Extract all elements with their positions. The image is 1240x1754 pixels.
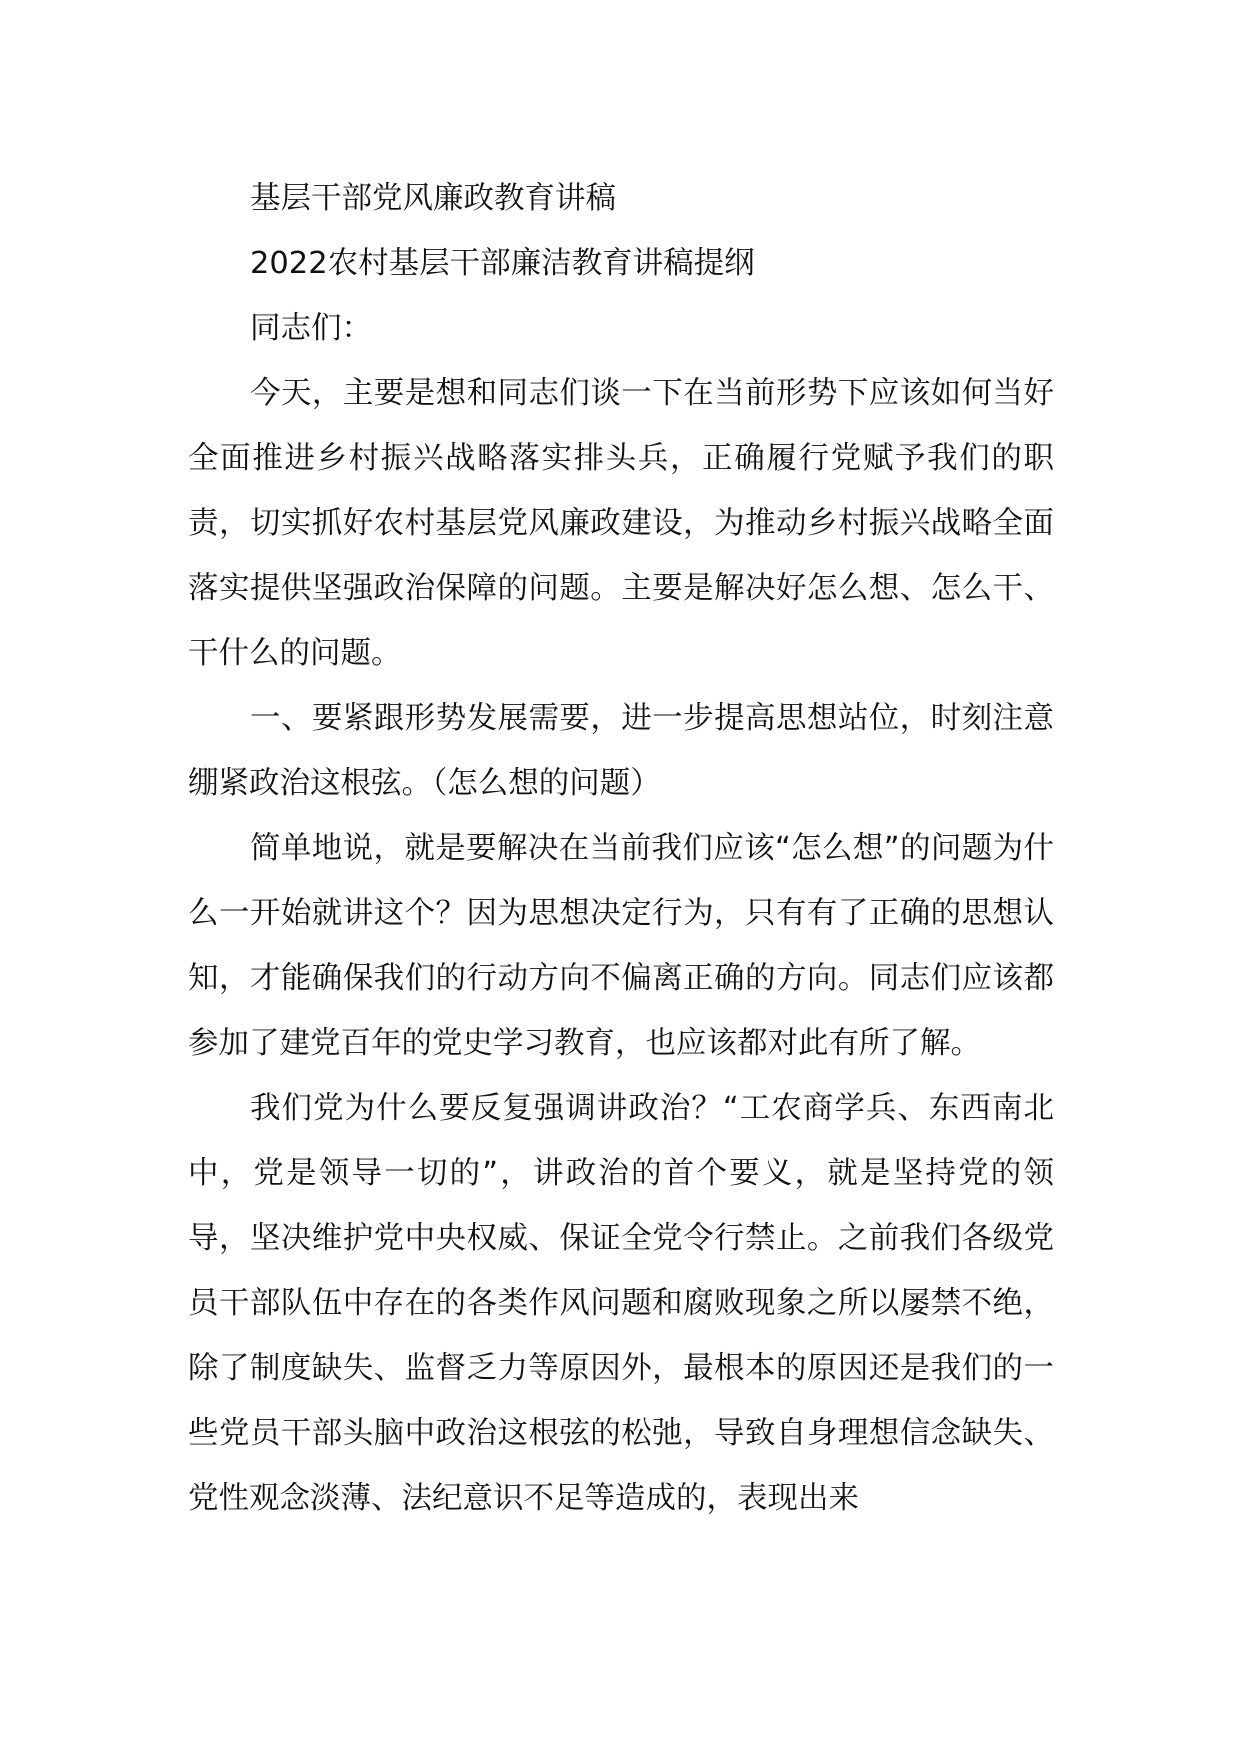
greeting: 同志们：: [250, 311, 372, 346]
paragraph-intro: 今天，主要是想和同志们谈一下在当前形势下应该如何当好全面推进乡村振兴战略落实排头兵，正确履行党赋予我们的职责，切实抓好农村基层党风廉政建设，为推动乡村振兴战略全面落实提供坚强政治保障的问题。主要是解决好怎么想、怎么干、干什么的问题。: [188, 376, 1054, 671]
paragraph-2: 简单地说，就是要解决在当前我们应该“怎么想”的问题为什么一开始就讲这个？因为思想决定行为，只有有了正确的思想认知，才能确保我们的行动方向不偏离正确的方向。同志们应该都参加了建党百年的党史学习教育，也应该都对此有所了解。: [188, 831, 1054, 1061]
document-subtitle: 2022农村基层干部廉洁教育讲稿提纲: [250, 246, 755, 281]
document-body: [188, 166, 1054, 1531]
section-heading-1: 一、要紧跟形势发展需要，进一步提高思想站位，时刻注意绷紧政治这根弦。（怎么想的问题）: [188, 701, 1054, 801]
document-title: 基层干部党风廉政教育讲稿: [250, 181, 616, 216]
paragraph-3: 我们党为什么要反复强调讲政治？“工农商学兵、东西南北中，党是领导一切的”，讲政治的首个要义，就是坚持党的领导，坚决维护党中央权威、保证全党令行禁止。之前我们各级党员干部队伍中存在的各类作风问题和腐败现象之所以屡禁不绝，除了制度缺失、监督乏力等原因外，最根本的原因还是我们的一些党员干部头脑中政治这根弦的松弛，导致自身理想信念缺失、党性观念淡薄、法纪意识不足等造成的，表现出来: [188, 1091, 1054, 1516]
